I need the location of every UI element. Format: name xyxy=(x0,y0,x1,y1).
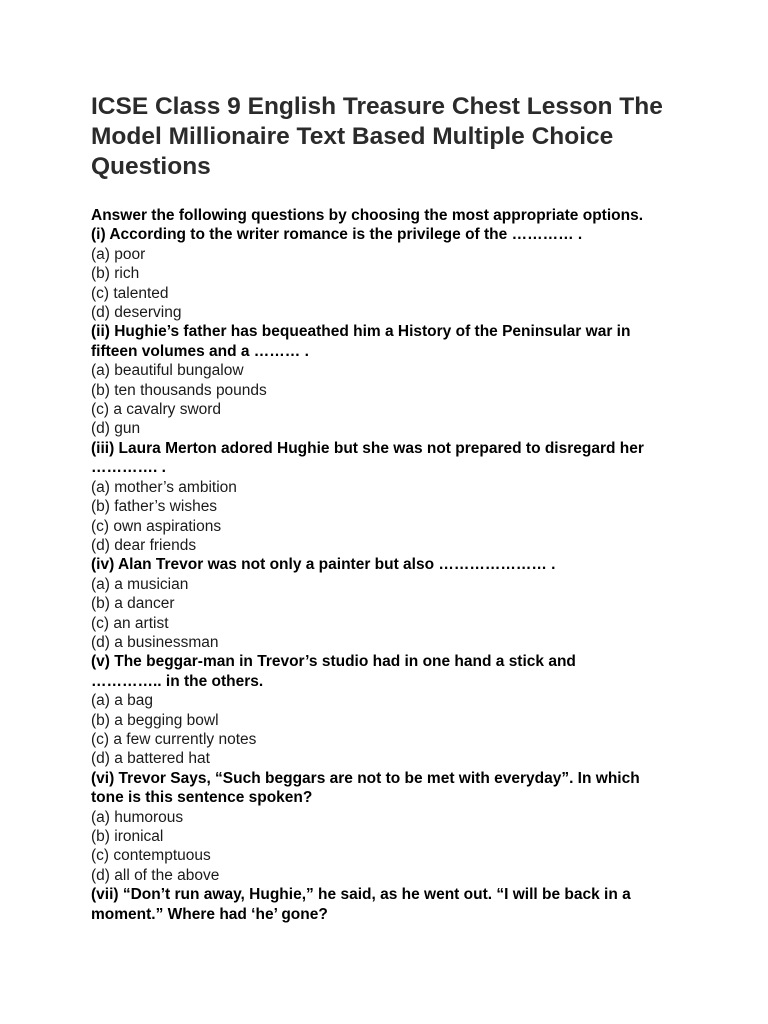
option: (d) dear friends xyxy=(91,536,197,554)
option: (a) a bag xyxy=(91,692,154,710)
option: (d) gun xyxy=(91,420,141,438)
option: (d) a businessman xyxy=(91,633,219,651)
question-text: (iv) Alan Trevor was not only a painter but also ………………… . xyxy=(91,556,556,574)
question-5 xyxy=(91,652,678,768)
question-4 xyxy=(91,555,678,652)
question-text: …………. . xyxy=(91,459,166,477)
question-text: (v) The beggar-man in Trevor’s studio had in one hand a stick and xyxy=(91,653,576,671)
question-text: ………….. in the others. xyxy=(91,672,264,690)
title-line: Questions xyxy=(91,153,211,180)
option: (c) own aspirations xyxy=(91,517,222,535)
question-text: (ii) Hughie’s father has bequeathed him a History of the Peninsular war in xyxy=(91,323,631,341)
option: (a) mother’s ambition xyxy=(91,478,237,496)
option: (b) ironical xyxy=(91,828,164,845)
option: (a) humorous xyxy=(91,808,184,826)
question-7 xyxy=(91,885,678,924)
question-1 xyxy=(91,225,678,322)
option: (c) a cavalry sword xyxy=(91,401,222,419)
option: (a) beautiful bungalow xyxy=(91,362,244,380)
question-text: (vii) “Don’t run away, Hughie,” he said, as he went out. “I will be back in a xyxy=(91,886,631,904)
instruction-text: Answer the following questions by choosing the most appropriate options. xyxy=(91,207,643,224)
question-text: fifteen volumes and a ……… . xyxy=(91,342,309,360)
option: (c) a few currently notes xyxy=(91,730,257,748)
option: (d) all of the above xyxy=(91,866,220,884)
option: (d) a battered hat xyxy=(91,750,210,768)
option: (c) an artist xyxy=(91,614,169,632)
option: (a) a musician xyxy=(91,575,189,593)
title-line: Model Millionaire Text Based Multiple Choice xyxy=(91,123,614,150)
question-text: (i) According to the writer romance is the privilege of the ………… . xyxy=(91,226,583,244)
option: (b) father’s wishes xyxy=(91,498,218,516)
question-3 xyxy=(91,439,678,555)
option: (b) a begging bowl xyxy=(91,711,219,729)
option: (c) contemptuous xyxy=(91,847,211,865)
page-title xyxy=(91,92,678,182)
option: (b) rich xyxy=(91,265,140,283)
question-text: tone is this sentence spoken? xyxy=(91,789,313,807)
option: (d) deserving xyxy=(91,304,182,322)
option: (b) ten thousands pounds xyxy=(91,381,267,399)
option: (c) talented xyxy=(91,284,169,302)
question-2 xyxy=(91,322,678,438)
option: (a) poor xyxy=(91,245,146,263)
question-text: moment.” Where had ‘he’ gone? xyxy=(91,905,328,923)
title-line: ICSE Class 9 English Treasure Chest Lesson The xyxy=(91,93,663,120)
question-text: (iii) Laura Merton adored Hughie but she was not prepared to disregard her xyxy=(91,439,644,457)
option: (b) a dancer xyxy=(91,595,175,613)
question-6 xyxy=(91,769,678,885)
question-list xyxy=(91,206,678,924)
question-text: (vi) Trevor Says, “Such beggars are not to be met with everyday”. In which xyxy=(91,769,640,787)
